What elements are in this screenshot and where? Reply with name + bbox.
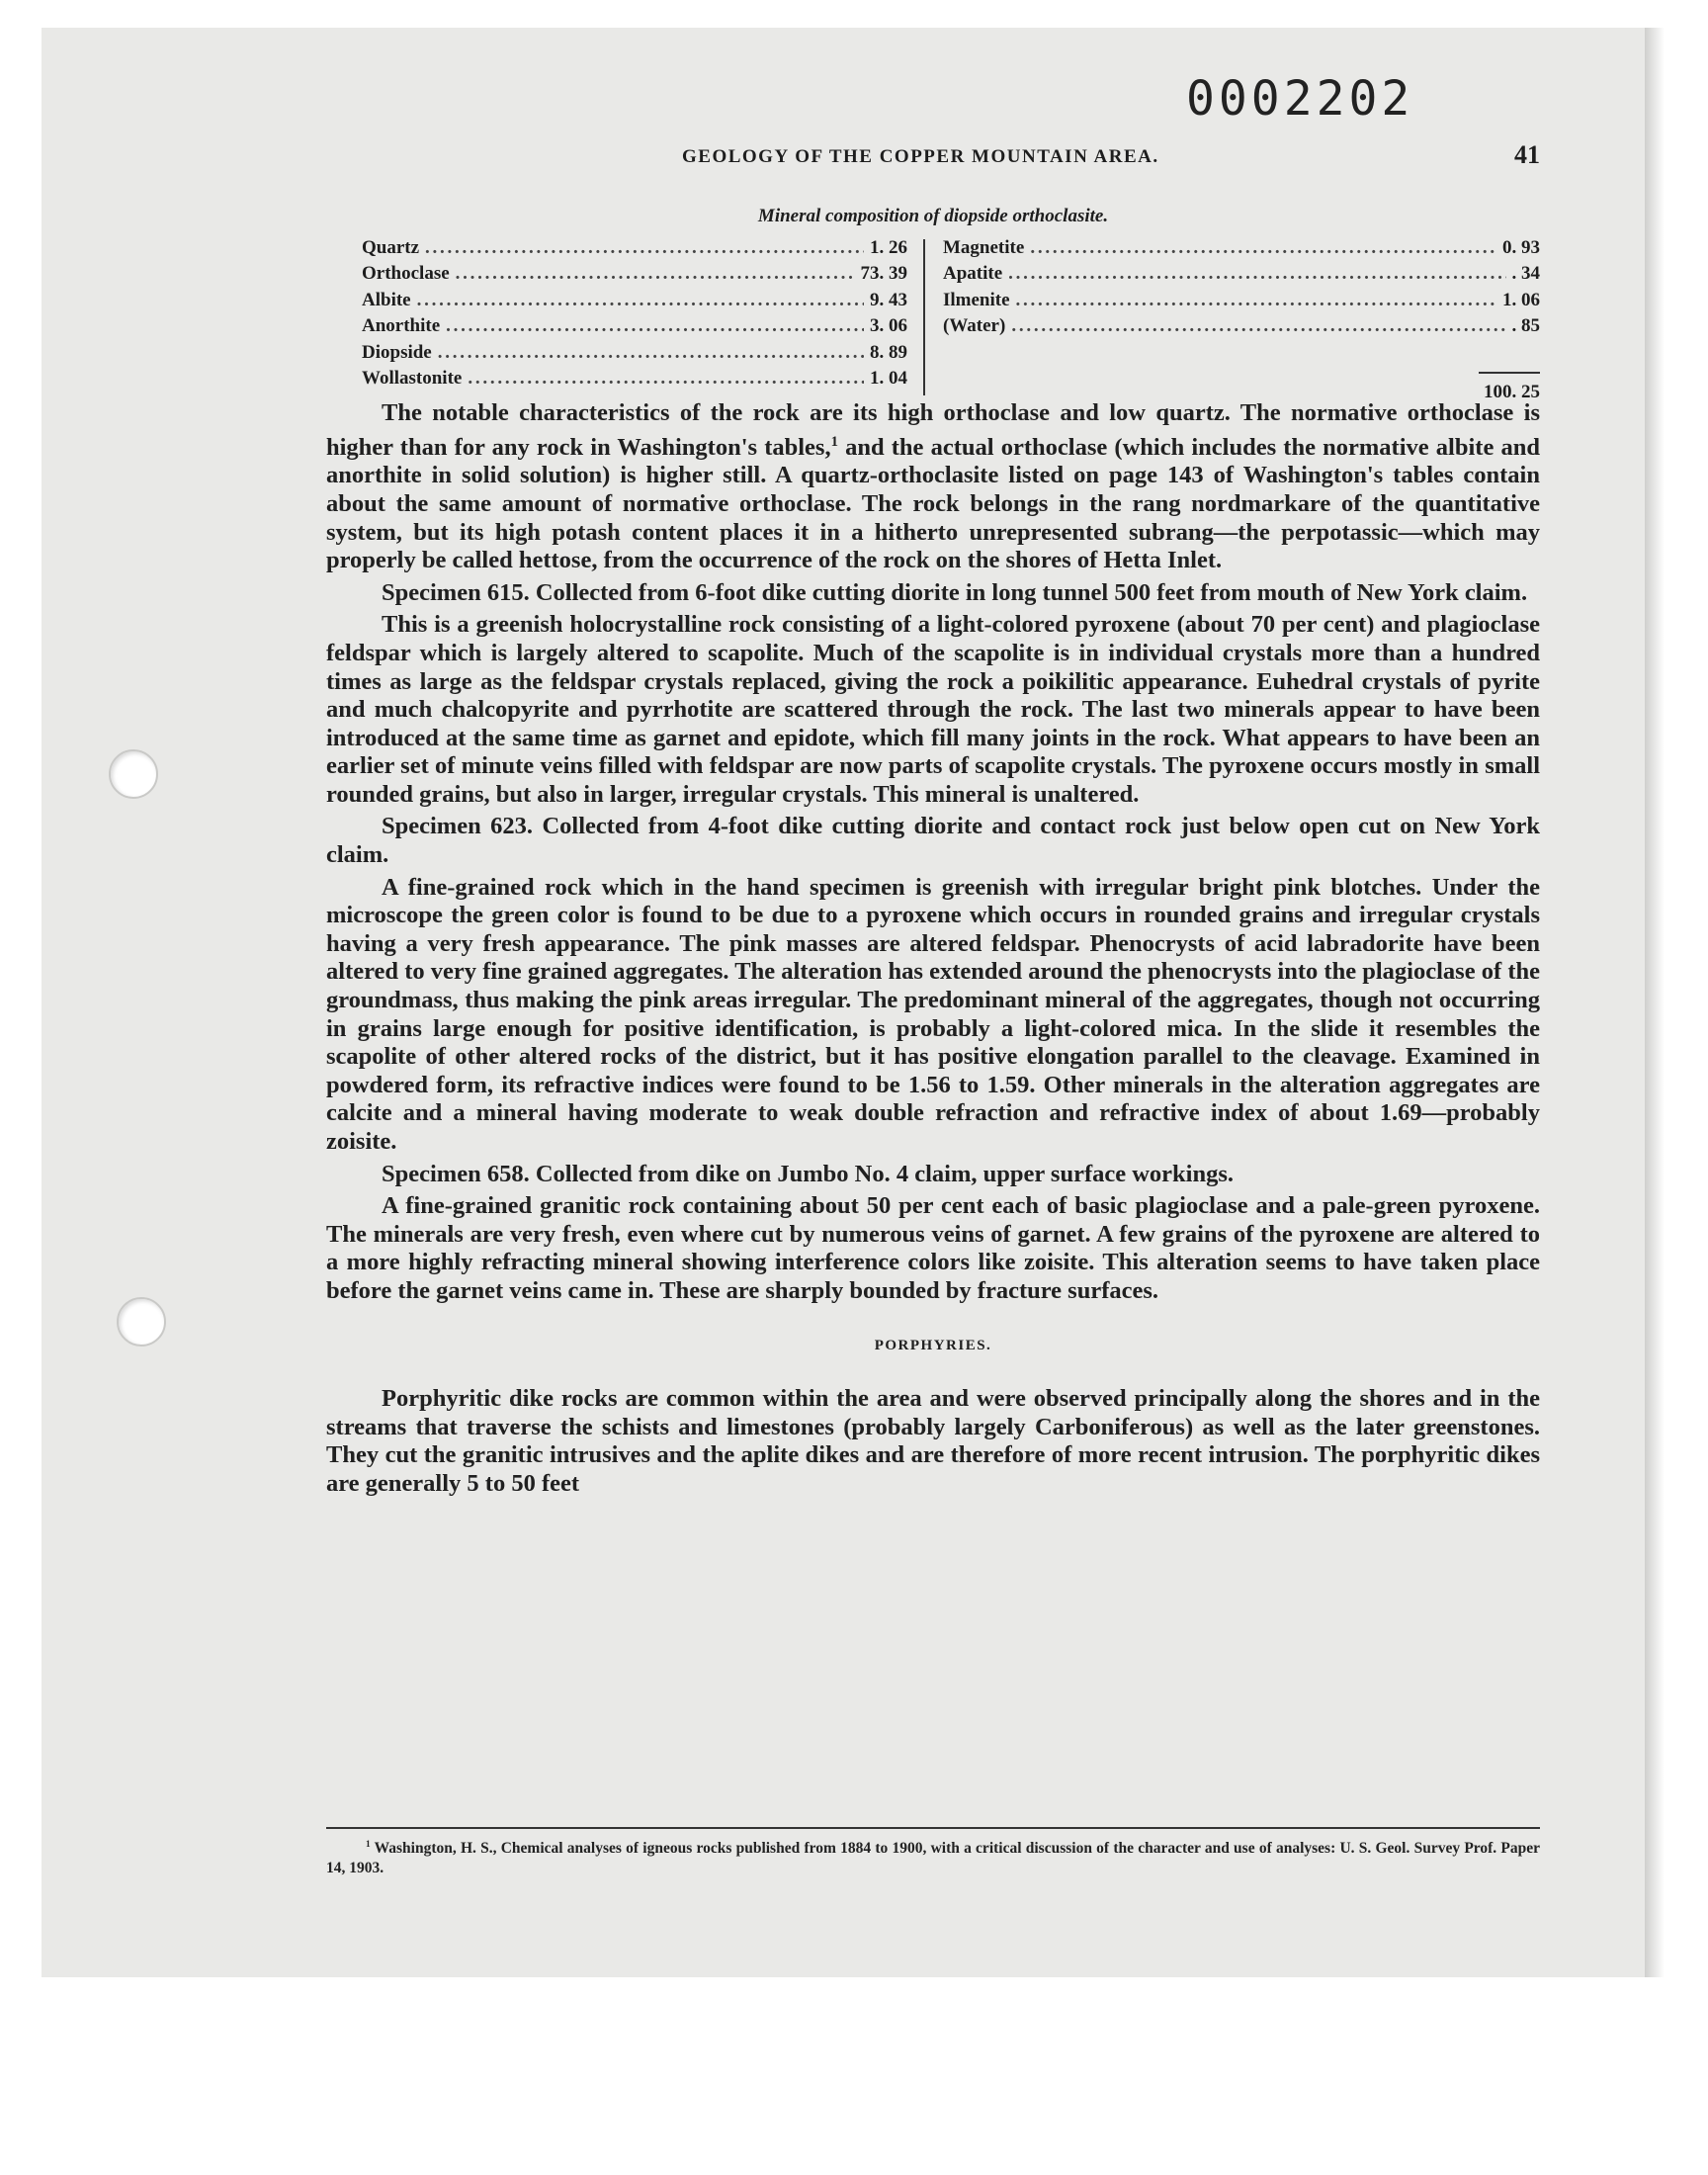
table-title: Mineral composition of diopside orthoclasite. xyxy=(757,206,1109,226)
footnote xyxy=(326,1835,1540,1878)
mineral-value: 9. 43 xyxy=(870,289,907,310)
footnote-marker: 1 xyxy=(366,1840,371,1850)
mineral-column-right xyxy=(943,237,1540,402)
mineral-value: 3. 06 xyxy=(870,315,907,337)
mineral-name: Magnetite xyxy=(943,237,1025,258)
paragraph: A fine-grained rock which in the hand specimen is greenish with irregular bright pink blotches. Under the microscope the green color is found to be due to a pyroxene which occurs in rounded grains and irregular crystals having a very fresh appearance. The pink masses are altered feldspar. Phenocrysts of acid labradorite have been altered to very fine grained aggregates. The alteration has extended around the phenocrysts into the plagioclase of the groundmass, thus making the pink areas irregular. The predominant mineral of the aggregates, though not occurring in grains large enough for positive identification, is probably a light-colored mica. In the slide it resembles the scapolite of other altered rocks of the district, but it has positive elongation parallel to the cleavage. Examined in powdered form, its refractive indices were found to be 1.56 to 1.59. Other minerals in the alteration aggregates are calcite and a mineral having moderate to weak double refraction and refractive index of about 1.69—probably zoisite. xyxy=(326,873,1540,1155)
page-number: 41 xyxy=(1514,140,1540,169)
mineral-value: 1. 04 xyxy=(870,367,907,389)
section-heading: PORPHYRIES. xyxy=(874,1337,992,1353)
sheet-edge-shadow xyxy=(1645,28,1665,1977)
footnote-rule xyxy=(326,1827,1540,1829)
leader-dots xyxy=(425,237,864,259)
paragraph-text: The notable characteristics of the rock are its high orthoclase and low quartz. The normative orthoclase is higher than for any rock in Washington's tables, xyxy=(326,399,1540,461)
specimen-paragraph: Specimen 615. Collected from 6-foot dike cutting diorite in long tunnel 500 feet from mouth of New York claim. xyxy=(382,578,1528,606)
mineral-name: Quartz xyxy=(362,237,420,258)
paragraph-text: and the actual orthoclase (which includes the normative albite and anorthite in solid solution) is higher still. A quartz-orthoclasite listed on page 143 of Washington's tables contain about the same amount of normative orthoclase. The rock belongs in the rang nordmarkare of the quantitative system, but its high potash content places it in a hitherto unrepresented subrang—the perpotassic—which may properly be called hettose, from the occurrence of the rock on the shores of Hetta Inlet. xyxy=(326,433,1540,574)
table-row xyxy=(362,342,907,368)
mineral-name: Anorthite xyxy=(362,315,441,337)
mineral-value: 1. 26 xyxy=(870,237,907,258)
mineral-column-left xyxy=(362,237,907,393)
leader-dots xyxy=(446,315,864,337)
table-row xyxy=(362,290,907,315)
document-stamp-number: 0002202 xyxy=(1186,71,1414,127)
mineral-value: . 85 xyxy=(1511,315,1540,337)
mineral-name: Diopside xyxy=(362,341,432,363)
body-text xyxy=(326,399,1540,1503)
table-row xyxy=(362,263,907,289)
total-rule xyxy=(1479,372,1540,374)
mineral-value: 8. 89 xyxy=(870,341,907,363)
paragraph: This is a greenish holocrystalline rock consisting of a light-colored pyroxene (about 70 per cent) and plagioclase feldspar which is largely altered to scapolite. Much of the scapolite is in individual crystals more than a hundred times as large as the feldspar crystals replaced, giving the rock a poikilitic appearance. Euhedral crystals of pyrite and much chalcopyrite and pyrrhotite are scattered through the rock. The last two minerals appear to have been introduced at the same time as garnet and epidote, which fill many joints in the rock. What appears to have been an earlier set of minute veins filled with feldspar are now parts of scapolite crystals. The pyroxene occurs mostly in small rounded grains, but also in larger, irregular crystals. This mineral is unaltered. xyxy=(326,611,1540,808)
leader-dots xyxy=(1030,237,1496,259)
specimen-paragraph: Specimen 658. Collected from dike on Jumbo No. 4 claim, upper surface workings. xyxy=(382,1160,1235,1187)
leader-dots xyxy=(1016,290,1496,311)
table-row xyxy=(943,290,1540,315)
punch-hole-bottom xyxy=(117,1297,166,1347)
leader-dots xyxy=(417,290,864,311)
mineral-name: (Water) xyxy=(943,315,1006,337)
paragraph xyxy=(326,399,1540,575)
punch-hole-top xyxy=(109,749,158,799)
table-total: 100. 25 xyxy=(1484,382,1540,402)
leader-dots xyxy=(456,263,855,285)
table-row xyxy=(943,315,1540,341)
leader-dots xyxy=(468,368,864,390)
column-divider xyxy=(923,239,925,395)
mineral-name: Albite xyxy=(362,289,411,310)
paragraph: A fine-grained granitic rock containing about 50 per cent each of basic plagioclase and a pale-green pyroxene. The minerals are very fresh, even where cut by numerous veins of garnet. A few grains of the pyroxene are altered to a more highly refracting mineral showing interference colors like zoisite. This alteration seems to have taken place before the garnet veins came in. These are sharply bounded by fracture surfaces. xyxy=(326,1192,1540,1304)
leader-dots xyxy=(438,342,864,364)
footnote-text: Washington, H. S., Chemical analyses of igneous rocks published from 1884 to 1900, with a critical discussion of the character and use of analyses: U. S. Geol. Survey Prof. Paper 14, 1903. xyxy=(326,1840,1540,1877)
mineral-value: 1. 06 xyxy=(1502,289,1540,310)
mineral-value: 0. 93 xyxy=(1502,237,1540,258)
footnote-reference[interactable]: 1 xyxy=(830,433,838,450)
table-row xyxy=(362,315,907,341)
table-row xyxy=(943,263,1540,289)
mineral-composition-table xyxy=(362,237,1540,415)
leader-dots xyxy=(1011,315,1505,337)
running-head: GEOLOGY OF THE COPPER MOUNTAIN AREA. xyxy=(682,146,1159,167)
paragraph: Porphyritic dike rocks are common within the area and were observed principally along the shores and in the streams that traverse the schists and limestones (probably largely Carboniferous) as well as the later greenstones. They cut the granitic intrusives and the aplite dikes and are therefore of more recent intrusion. The porphyritic dikes are generally 5 to 50 feet xyxy=(326,1385,1540,1497)
mineral-name: Orthoclase xyxy=(362,263,450,285)
mineral-value: 73. 39 xyxy=(860,263,907,285)
mineral-name: Wollastonite xyxy=(362,367,463,389)
table-row xyxy=(943,237,1540,263)
mineral-value: . 34 xyxy=(1511,263,1540,285)
page-header xyxy=(326,140,1540,186)
mineral-name: Ilmenite xyxy=(943,289,1010,310)
specimen-paragraph: Specimen 623. Collected from 4-foot dike cutting diorite and contact rock just below open cut on New York claim. xyxy=(326,813,1540,869)
mineral-name: Apatite xyxy=(943,263,1003,285)
table-row xyxy=(362,237,907,263)
table-row xyxy=(362,368,907,393)
leader-dots xyxy=(1008,263,1505,285)
